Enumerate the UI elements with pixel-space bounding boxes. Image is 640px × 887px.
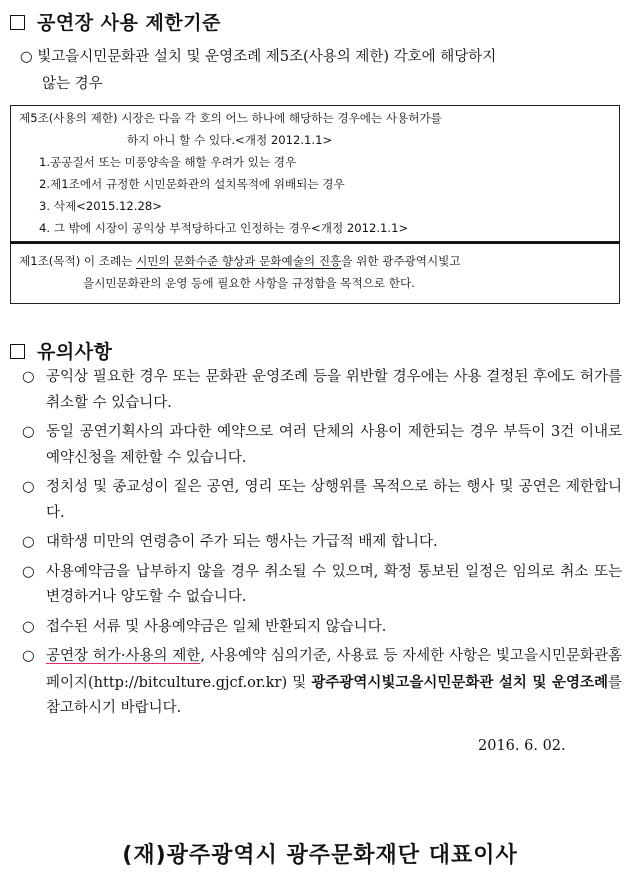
list-item: ○ 동일 공연기획사의 과다한 예약으로 여러 단체의 사용이 제한되는 경우 부득이 3건 이내로 예약신청을 제한할 수 있습니다. [22,420,622,471]
list-item: ○ 사용예약금을 납부하지 않을 경우 취소될 수 있으며, 확정 통보된 일정은 임의로 취소 또는 변경하거나 양도할 수 없습니다. [22,560,622,611]
article1-underlined-text: 시민의 문화수준 향상과 문화예술의 진흥 [136,254,342,268]
intro-line: ○ 빛고을시민문화관 설치 및 운영조례 제5조(사용의 제한) 각호에 해당하지 [20,49,497,65]
document-date: 2016. 6. 02. [478,738,566,754]
article5-item: 1.공공질서 또는 미풍양속을 해할 우려가 있는 경우 [39,155,297,169]
article1-line1: 제1조(목적) 이 조례는 시민의 문화수준 향상과 문화예술의 진흥을 위한 광주광역시빛고 [19,254,461,268]
article5-item: 4. 그 밖에 시장이 공익상 부적당하다고 인정하는 경우<개정 2012.1.1> [39,221,409,235]
article5-box [10,105,620,242]
list-item: ○ 공익상 필요한 경우 또는 문화관 운영조례 등을 위반할 경우에는 사용 결정된 후에도 허가를 취소할 수 있습니다. [22,365,622,416]
list-item: ○ 정치성 및 종교성이 짙은 공연, 영리 또는 상행위를 목적으로 하는 행사 및 공연은 제한합니다. [22,475,622,526]
checkbox-square-icon [10,15,25,30]
list-item: ○ 접수된 서류 및 사용예약금은 일체 반환되지 않습니다. [22,615,622,641]
article5-line2: 하지 아니 할 수 있다.<개정 2012.1.1> [127,133,333,147]
checkbox-square-icon [10,344,25,359]
circle-bullet-icon: ○ [22,618,35,635]
circle-bullet-icon: ○ [22,534,35,550]
ordinance-name: 광주광역시빛고을시민문화관 설치 및 운영조례 [311,673,608,691]
article5-item: 2.제1조에서 규정한 시민문화관의 설치목적에 위배되는 경우 [39,177,345,191]
circle-bullet-icon: ○ [22,648,35,664]
intro-paragraph [20,44,620,98]
circle-bullet-icon: ○ [22,563,35,580]
list-item: ○ 공연장 허가·사용의 제한, 사용예약 심의기준, 사용료 등 자세한 사항은 빛고을시민문화관홈페이지(http://bitculture.gjcf.or.kr) 및 광주광역시빛고을시민문화관 설치 및 운영조례를 참고하시기 바랍니다. [22,644,622,722]
circle-bullet-icon: ○ [22,424,35,440]
intro-line-wrap: 않는 경우 [42,76,103,92]
list-item: ○ 대학생 미만의 연령층이 주가 되는 행사는 가급적 배제 합니다. [22,530,622,556]
notes-list [22,365,622,726]
usage-restriction-link[interactable]: 공연장 허가·사용의 제한 [46,648,201,664]
circle-bullet-icon: ○ [22,369,35,385]
signature-line: (재)광주광역시 광주문화재단 대표이사 [122,843,518,868]
article5-line1: 제5조(사용의 제한) 시장은 다음 각 호의 어느 하나에 해당하는 경우에는 사용허가를 [19,111,442,125]
section-title-usage-restriction: 공연장 사용 제한기준 [10,8,221,35]
article1-line2: 을시민문화관의 운영 등에 필요한 사항을 규정함을 목적으로 한다. [83,276,415,290]
circle-bullet-icon: ○ [22,479,35,495]
circle-bullet-icon: ○ [20,49,33,65]
article1-box [10,242,620,304]
section-title-notes: 유의사항 [10,337,112,364]
article5-item: 3. 삭제<2015.12.28> [39,199,162,213]
